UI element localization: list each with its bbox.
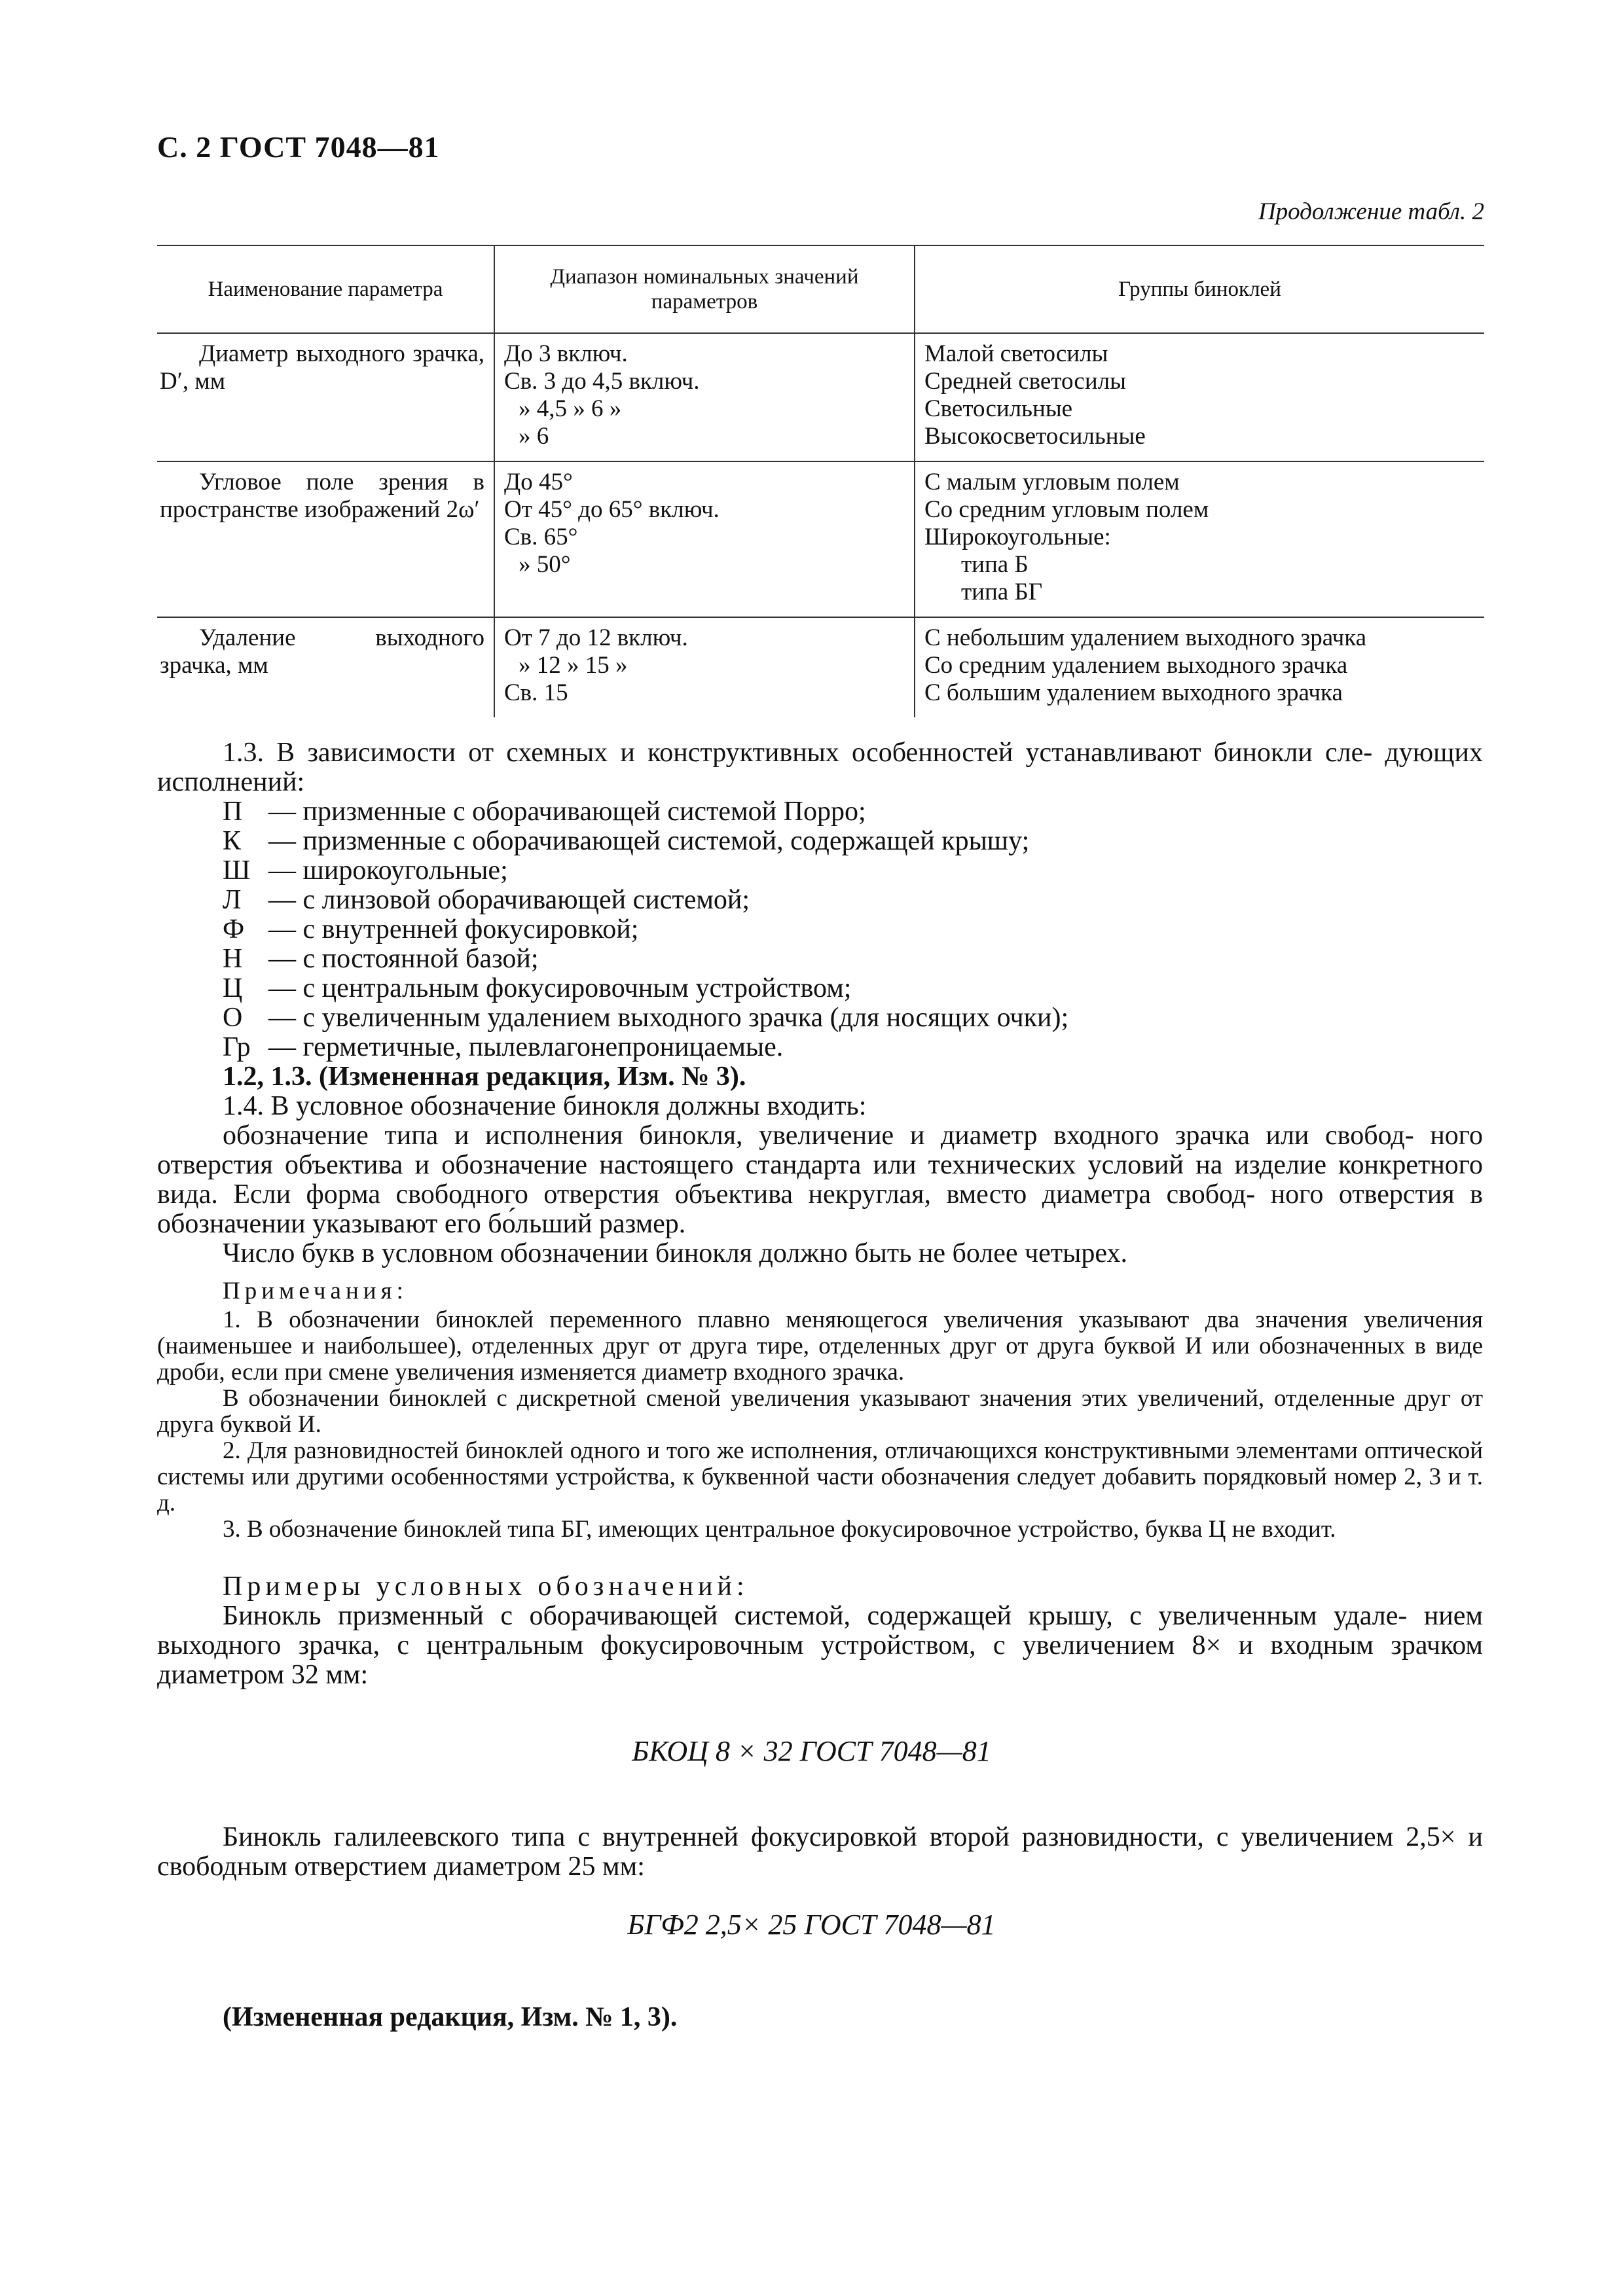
table-continuation-label: Продолжение табл. 2: [1258, 198, 1484, 225]
execution-item: К — призменные с оборачивающей системой, содержащей крышу;: [223, 826, 1030, 856]
execution-item: Гр — герметичные, пылевлагонепроницаемые.: [223, 1032, 784, 1062]
group-line: Малой светосилы: [924, 340, 1108, 367]
parameter-name: Диаметр выходного зрачка, D′, мм: [160, 340, 484, 395]
example-2-text: Бинокль галилеевского типа с внутренней фокусировкой второй разновидности, с увеличением 2,5× и свободным отверстием диаметром 25 мм:: [157, 1822, 1483, 1882]
group-line: С небольшим удалением выходного зрачка: [924, 624, 1367, 651]
group-line: типа Б: [961, 551, 1029, 578]
range-line: » 6: [519, 423, 549, 450]
note-2: 2. Для разновидностей биноклей одного и того же исполнения, отличающихся конструктивными элементами оптической системы или другими особенностями устройства, к буквенной части обозначения следует добавить порядковый номер 2, 3 и т. д.: [157, 1437, 1483, 1516]
section-1-4-heading: 1.4. В условное обозначение бинокля должны входить:: [223, 1091, 867, 1121]
notes-title: Примечания:: [223, 1278, 408, 1304]
letters-count-rule: Число букв в условном обозначении бинокля должно быть не более четырех.: [223, 1238, 1127, 1268]
group-line: С малым угловым полем: [924, 469, 1180, 495]
page-header: С. 2 ГОСТ 7048—81: [157, 130, 440, 164]
table-row: [157, 333, 1484, 461]
section-1-3-intro: 1.3. В зависимости от схемных и конструктивных особенностей устанавливают бинокли сле- дующих исполнений:: [157, 738, 1483, 797]
range-line: До 45°: [504, 469, 573, 495]
execution-item: П — призменные с оборачивающей системой Порро;: [223, 797, 866, 827]
range-line: » 50°: [519, 551, 571, 578]
group-line: Широкоугольные:: [924, 524, 1111, 550]
parameters-table: [157, 245, 1484, 717]
range-line: До 3 включ.: [504, 340, 628, 367]
table-row: [157, 461, 1484, 617]
parameter-name: Угловое поле зрения в пространстве изображений 2ω′: [160, 469, 484, 523]
amendment-note: 1.2, 1.3. (Измененная редакция, Изм. № 3).: [223, 1062, 746, 1092]
header-ranges: Диапазон номинальных значений параметров: [494, 245, 915, 333]
examples-title: Примеры условных обозначений:: [223, 1571, 749, 1602]
example-1-text: Бинокль призменный с оборачивающей системой, содержащей крышу, с увеличенным удале- нием выходного зрачка, с центральным фокусировочным устройством, с увеличением 8× и входным зрачком диаметром 32 мм:: [157, 1601, 1483, 1690]
groups-cell: [915, 461, 1484, 617]
execution-item: Ц — с центральным фокусировочным устройством;: [223, 973, 852, 1003]
header-groups: Группы биноклей: [915, 245, 1484, 333]
group-line: С большим удалением выходного зрачка: [924, 679, 1343, 706]
execution-item: Н — с постоянной базой;: [223, 944, 539, 974]
ranges-cell: [494, 333, 915, 461]
range-line: Св. 3 до 4,5 включ.: [504, 368, 700, 395]
range-line: От 45° до 65° включ.: [504, 496, 720, 523]
designation-example-1: БКОЦ 8 × 32 ГОСТ 7048—81: [632, 1735, 991, 1767]
final-amendment-note: (Измененная редакция, Изм. № 1, 3).: [223, 2002, 678, 2032]
range-line: От 7 до 12 включ.: [504, 624, 688, 651]
parameter-cell: [157, 617, 494, 717]
group-line: Со средним угловым полем: [924, 496, 1209, 523]
ranges-cell: [494, 461, 915, 617]
parameter-name: Удаление выходного зрачка, мм: [160, 624, 484, 679]
group-line: Средней светосилы: [924, 368, 1126, 395]
groups-cell: [915, 617, 1484, 717]
designation-example-2: БГФ2 2,5× 25 ГОСТ 7048—81: [627, 1909, 996, 1941]
range-line: » 12 » 15 »: [519, 652, 628, 679]
execution-item: Ш — широкоугольные;: [223, 855, 508, 886]
groups-cell: [915, 333, 1484, 461]
range-line: Св. 65°: [504, 524, 578, 550]
parameter-cell: [157, 461, 494, 617]
execution-item: Л — с линзовой оборачивающей системой;: [223, 885, 750, 915]
ranges-cell: [494, 617, 915, 717]
group-line: Светосильные: [924, 395, 1073, 422]
table-header-row: [157, 245, 1484, 333]
group-line: Высокосветосильные: [924, 423, 1146, 450]
header-parameter: Наименование параметра: [157, 245, 494, 333]
execution-item: О — с увеличенным удалением выходного зрачка (для носящих очки);: [223, 1003, 1069, 1033]
group-line: Со средним удалением выходного зрачка: [924, 652, 1348, 679]
execution-list: [223, 797, 1483, 1121]
table-row: [157, 617, 1484, 717]
section-1-4-paragraph: обозначение типа и исполнения бинокля, увеличение и диаметр входного зрачка или свобод- ного отверстия объектива и обозначение настоящего стандарта или технических условий на изделие конкретного вида. Если форма свободного отверстия объектива некруглая, вместо диаметра свобод- ного отверстия в обозначении указывают его бо́льший размер.: [157, 1121, 1483, 1239]
note-1b: В обозначении биноклей с дискретной сменой увеличения указывают значения этих увеличений, отделенные друг от друга буквой И.: [157, 1385, 1483, 1438]
execution-item: Ф — с внутренней фокусировкой;: [223, 914, 639, 944]
note-3: 3. В обозначение биноклей типа БГ, имеющих центральное фокусировочное устройство, буква Ц не входит.: [223, 1516, 1336, 1543]
note-1: 1. В обозначении биноклей переменного плавно меняющегося увеличения указывают два значения увеличения (наименьшее и наибольшее), отделенных друг от друга тире, отделенных друг от друга буквой И или обозначенных в виде дроби, если при смене увеличения изменяется диаметр входного зрачка.: [157, 1306, 1483, 1386]
group-line: типа БГ: [961, 579, 1043, 605]
range-line: » 4,5 » 6 »: [519, 395, 622, 422]
parameter-cell: [157, 333, 494, 461]
range-line: Св. 15: [504, 679, 568, 706]
